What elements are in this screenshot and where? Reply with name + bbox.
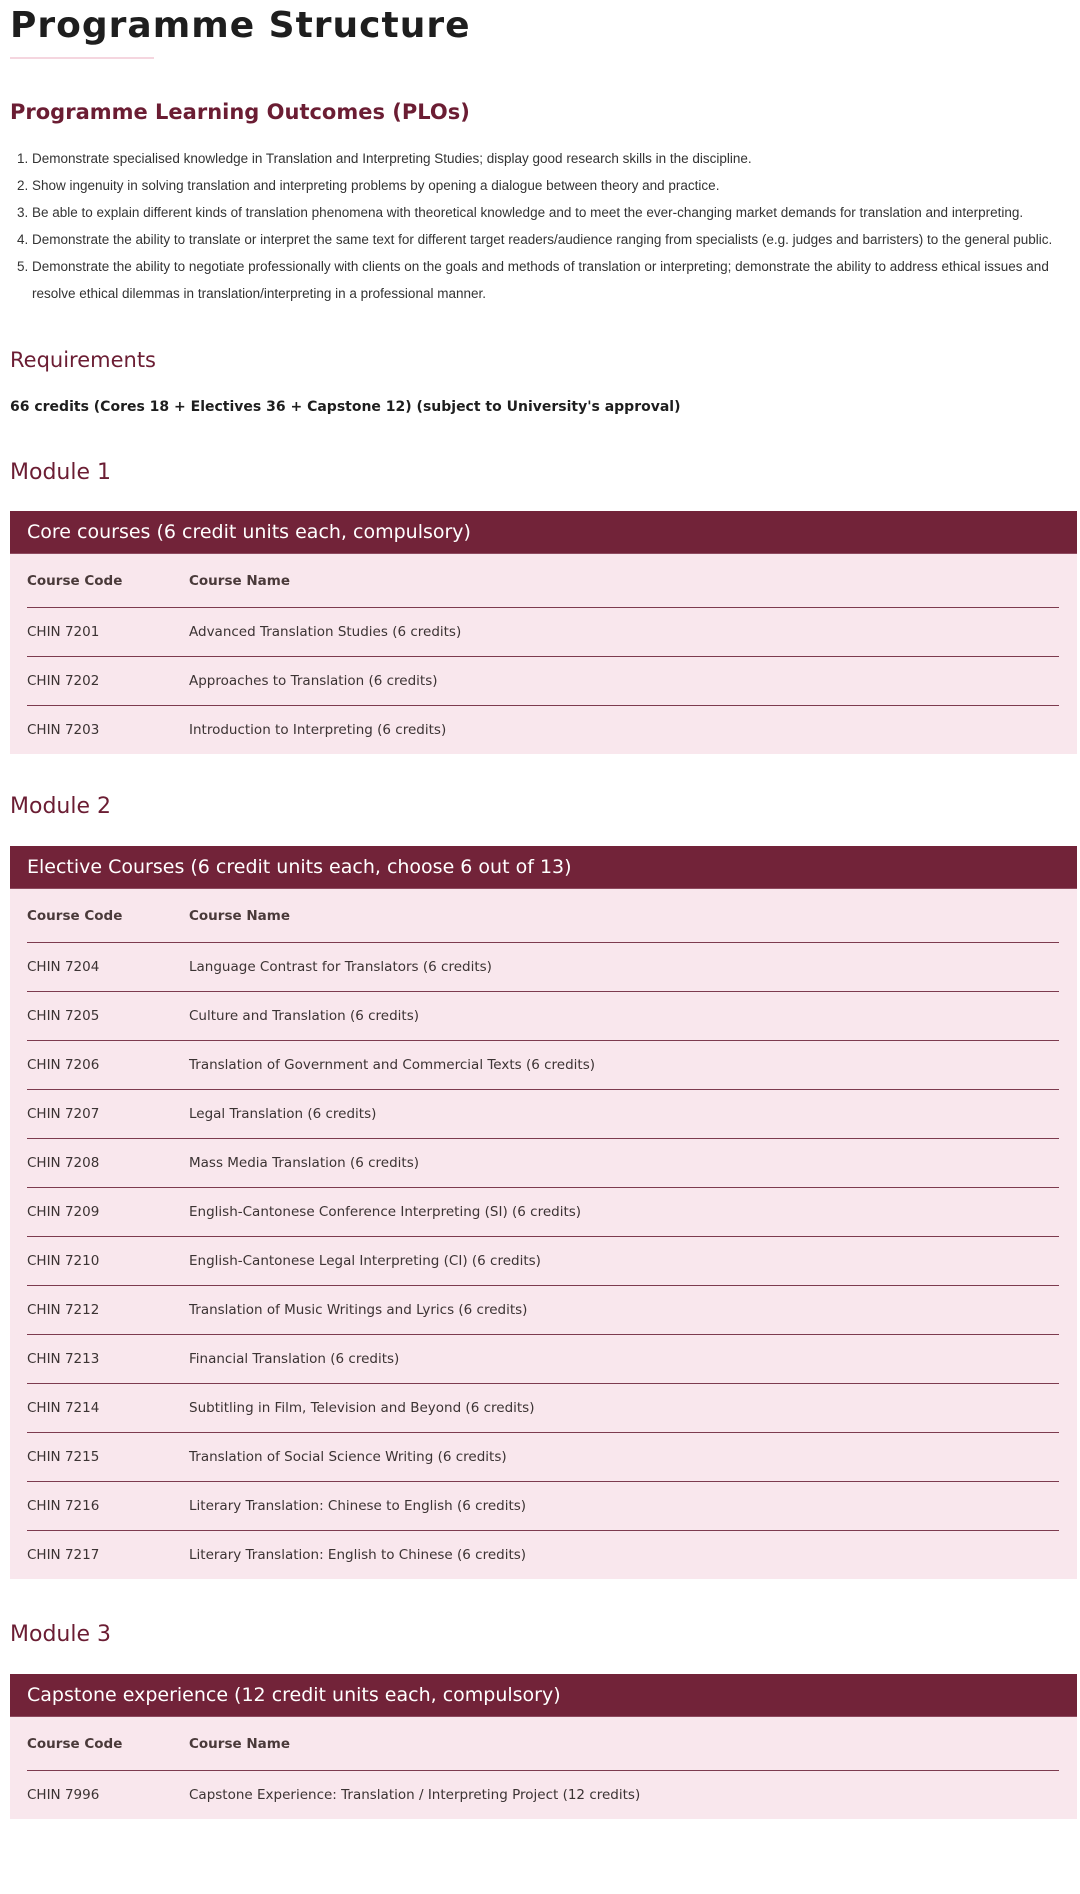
table-row [27,1090,1059,1139]
table-row [27,992,1059,1041]
course-name: Approaches to Translation (6 credits) [189,657,1059,706]
course-name: Culture and Translation (6 credits) [189,992,1059,1041]
plo-item: 5. Demonstrate the ability to negotiate professionally with clients on the goals and methods of translation or interpreting; demonstrate the ability to address ethical issues and resolve ethical dilemmas in translation/interpreting in a professional manner. [32,253,1080,307]
requirements-text: 66 credits (Cores 18 + Electives 36 + Capstone 12) (subject to University's approval) [10,399,681,415]
table-row [27,1237,1059,1286]
course-name: Financial Translation (6 credits) [189,1335,1059,1384]
table-header-row [27,1717,1059,1771]
plo-heading: Programme Learning Outcomes (PLOs) [10,100,470,124]
course-name: Literary Translation: Chinese to English (6 credits) [189,1482,1059,1531]
course-code: CHIN 7217 [27,1547,100,1563]
table-row [27,1771,1059,1820]
course-code: CHIN 7212 [27,1286,189,1335]
table-row [27,1531,1059,1580]
course-code: CHIN 7215 [27,1433,189,1482]
table-header-row [27,554,1059,608]
table-row [27,1041,1059,1090]
course-code: CHIN 7202 [27,657,189,706]
course-code: CHIN 7213 [27,1335,189,1384]
module-3-panel-title: Capstone experience (12 credit units each, compulsory) [10,1674,1077,1717]
course-code: CHIN 7996 [27,1787,100,1803]
module-3-course-table [27,1717,1059,1819]
column-header-course-name: Course Name [189,554,1059,608]
plo-item: 3. Be able to explain different kinds of translation phenomena with theoretical knowledge and to meet the ever-changing market demands for translation and interpreting. [32,199,1080,226]
plo-list [10,145,1080,307]
course-code: CHIN 7209 [27,1188,189,1237]
course-code: CHIN 7216 [27,1482,189,1531]
course-code: CHIN 7214 [27,1384,189,1433]
column-header-course-code: Course Code [27,1717,189,1771]
module-2-panel [10,846,1077,1579]
course-name: Advanced Translation Studies (6 credits) [189,608,1059,657]
title-underline-divider [10,57,154,59]
column-header-course-code: Course Code [27,554,189,608]
course-name: Mass Media Translation (6 credits) [189,1139,1059,1188]
course-code: CHIN 7210 [27,1237,189,1286]
course-code: CHIN 7208 [27,1139,189,1188]
course-name: English-Cantonese Conference Interpreting (SI) (6 credits) [189,1188,1059,1237]
module-3-panel [10,1674,1077,1819]
table-row [27,608,1059,657]
module-3-heading: Module 3 [10,1622,111,1647]
course-code: CHIN 7207 [27,1090,189,1139]
course-name: Language Contrast for Translators (6 credits) [189,943,1059,992]
table-row [27,943,1059,992]
module-1-panel [10,511,1077,754]
table-row [27,1384,1059,1433]
course-code: CHIN 7204 [27,943,189,992]
course-code: CHIN 7205 [27,992,189,1041]
module-1-course-table [27,554,1059,754]
table-header-row [27,889,1059,943]
table-row [27,657,1059,706]
table-row [27,1139,1059,1188]
table-row [27,706,1059,755]
course-name: Legal Translation (6 credits) [189,1090,1059,1139]
page-title: Programme Structure [10,5,471,46]
module-1-heading: Module 1 [10,460,111,485]
course-code: CHIN 7203 [27,722,100,738]
course-name: Translation of Social Science Writing (6 credits) [189,1433,1059,1482]
table-row [27,1482,1059,1531]
plo-item: 2. Show ingenuity in solving translation and interpreting problems by opening a dialogue between theory and practice. [32,172,1080,199]
course-name: Translation of Music Writings and Lyrics (6 credits) [189,1286,1059,1335]
module-2-panel-title: Elective Courses (6 credit units each, choose 6 out of 13) [10,846,1077,889]
course-name: Capstone Experience: Translation / Interpreting Project (12 credits) [189,1787,641,1803]
table-row [27,1286,1059,1335]
course-name: Translation of Government and Commercial Texts (6 credits) [189,1041,1059,1090]
table-row [27,1335,1059,1384]
course-code: CHIN 7201 [27,608,189,657]
plo-item: 4. Demonstrate the ability to translate or interpret the same text for different target readers/audience ranging from specialists (e.g. judges and barristers) to the general public. [32,226,1080,253]
table-row [27,1188,1059,1237]
module-2-course-table [27,889,1059,1579]
table-row [27,1433,1059,1482]
course-name: Subtitling in Film, Television and Beyond (6 credits) [189,1384,1059,1433]
course-code: CHIN 7206 [27,1041,189,1090]
course-name: English-Cantonese Legal Interpreting (CI) (6 credits) [189,1237,1059,1286]
column-header-course-name: Course Name [189,889,1059,943]
plo-item: 1. Demonstrate specialised knowledge in Translation and Interpreting Studies; display good research skills in the discipline. [32,145,1080,172]
course-name: Literary Translation: English to Chinese (6 credits) [189,1547,527,1563]
course-name: Introduction to Interpreting (6 credits) [189,722,447,738]
module-2-heading: Module 2 [10,794,111,819]
column-header-course-name: Course Name [189,1717,1059,1771]
requirements-heading: Requirements [10,348,156,372]
column-header-course-code: Course Code [27,889,189,943]
module-1-panel-title: Core courses (6 credit units each, compulsory) [10,511,1077,554]
